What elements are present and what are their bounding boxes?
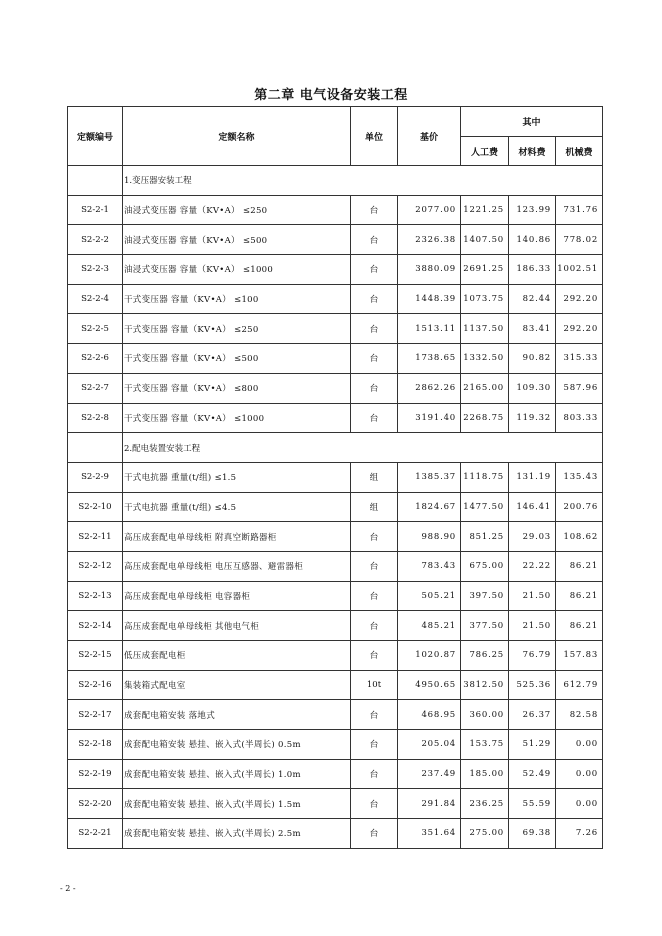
labor-cost: 1137.50 [461, 314, 509, 344]
table-row [68, 195, 603, 225]
table-row [68, 344, 603, 374]
quota-code: S2-2-13 [68, 581, 123, 611]
section-title: 2.配电装置安装工程 [123, 433, 603, 463]
table-row [68, 551, 603, 581]
quota-unit: 台 [351, 344, 398, 374]
table-row [68, 462, 603, 492]
quota-code: S2-2-10 [68, 492, 123, 522]
quota-unit: 10t [351, 670, 398, 700]
labor-cost: 1118.75 [461, 462, 509, 492]
quota-unit: 组 [351, 492, 398, 522]
labor-cost: 377.50 [461, 611, 509, 641]
table-row [68, 255, 603, 285]
base-price: 1020.87 [398, 641, 461, 671]
machine-cost: 587.96 [556, 373, 603, 403]
quota-name: 高压成套配电单母线柜 其他电气柜 [123, 611, 351, 641]
section-title: 1.变压器安装工程 [123, 166, 603, 196]
quota-code: S2-2-21 [68, 819, 123, 849]
quota-name: 成套配电箱安装 悬挂、嵌入式(半周长) 1.0m [123, 759, 351, 789]
page-title: 第二章 电气设备安装工程 [254, 88, 408, 103]
quota-name: 低压成套配电柜 [123, 641, 351, 671]
base-price: 2862.26 [398, 373, 461, 403]
material-cost: 55.59 [509, 789, 556, 819]
section-code-cell [68, 433, 123, 463]
quota-code: S2-2-18 [68, 730, 123, 760]
base-price: 988.90 [398, 522, 461, 552]
quota-unit: 台 [351, 522, 398, 552]
machine-cost: 135.43 [556, 462, 603, 492]
material-cost: 29.03 [509, 522, 556, 552]
machine-cost: 86.21 [556, 551, 603, 581]
quota-name: 干式变压器 容量（KV•A） ≤100 [123, 284, 351, 314]
machine-cost: 612.79 [556, 670, 603, 700]
machine-cost: 157.83 [556, 641, 603, 671]
quota-name: 干式变压器 容量（KV•A） ≤250 [123, 314, 351, 344]
quota-name: 高压成套配电单母线柜 电容器柜 [123, 581, 351, 611]
quota-unit: 台 [351, 551, 398, 581]
base-price: 485.21 [398, 611, 461, 641]
machine-cost: 0.00 [556, 759, 603, 789]
section-row [68, 166, 603, 196]
labor-cost: 397.50 [461, 581, 509, 611]
labor-cost: 236.25 [461, 789, 509, 819]
labor-cost: 185.00 [461, 759, 509, 789]
quota-unit: 台 [351, 700, 398, 730]
quota-name: 成套配电箱安装 悬挂、嵌入式(半周长) 2.5m [123, 819, 351, 849]
material-cost: 186.33 [509, 255, 556, 285]
base-price: 2077.00 [398, 195, 461, 225]
material-cost: 26.37 [509, 700, 556, 730]
quota-unit: 台 [351, 403, 398, 433]
material-cost: 131.19 [509, 462, 556, 492]
material-cost: 123.99 [509, 195, 556, 225]
machine-cost: 731.76 [556, 195, 603, 225]
table-row [68, 641, 603, 671]
material-cost: 52.49 [509, 759, 556, 789]
table-row [68, 284, 603, 314]
quota-unit: 台 [351, 284, 398, 314]
table-row [68, 225, 603, 255]
labor-cost: 1407.50 [461, 225, 509, 255]
quota-name: 成套配电箱安装 悬挂、嵌入式(半周长) 0.5m [123, 730, 351, 760]
table-row [68, 314, 603, 344]
quota-code: S2-2-9 [68, 462, 123, 492]
quota-name: 高压成套配电单母线柜 电压互感器、避雷器柜 [123, 551, 351, 581]
machine-cost: 7.26 [556, 819, 603, 849]
page-number: - 2 - [60, 884, 76, 893]
header-labor: 人工费 [461, 137, 509, 166]
base-price: 1448.39 [398, 284, 461, 314]
labor-cost: 786.25 [461, 641, 509, 671]
machine-cost: 0.00 [556, 730, 603, 760]
quota-unit: 组 [351, 462, 398, 492]
quota-unit: 台 [351, 314, 398, 344]
table-header-row [68, 107, 603, 137]
base-price: 291.84 [398, 789, 461, 819]
material-cost: 146.41 [509, 492, 556, 522]
material-cost: 22.22 [509, 551, 556, 581]
quota-code: S2-2-5 [68, 314, 123, 344]
machine-cost: 1002.51 [556, 255, 603, 285]
table-row [68, 670, 603, 700]
material-cost: 51.29 [509, 730, 556, 760]
section-row [68, 433, 603, 463]
machine-cost: 778.02 [556, 225, 603, 255]
quota-unit: 台 [351, 641, 398, 671]
labor-cost: 275.00 [461, 819, 509, 849]
base-price: 3880.09 [398, 255, 461, 285]
quota-code: S2-2-17 [68, 700, 123, 730]
base-price: 1385.37 [398, 462, 461, 492]
labor-cost: 1477.50 [461, 492, 509, 522]
base-price: 205.04 [398, 730, 461, 760]
machine-cost: 803.33 [556, 403, 603, 433]
machine-cost: 200.76 [556, 492, 603, 522]
labor-cost: 1073.75 [461, 284, 509, 314]
material-cost: 119.32 [509, 403, 556, 433]
quota-code: S2-2-6 [68, 344, 123, 374]
base-price: 1824.67 [398, 492, 461, 522]
table-row [68, 373, 603, 403]
quota-unit: 台 [351, 581, 398, 611]
header-group: 其中 [461, 107, 603, 137]
machine-cost: 0.00 [556, 789, 603, 819]
material-cost: 69.38 [509, 819, 556, 849]
base-price: 505.21 [398, 581, 461, 611]
quota-name: 成套配电箱安装 悬挂、嵌入式(半周长) 1.5m [123, 789, 351, 819]
machine-cost: 292.20 [556, 284, 603, 314]
quota-code: S2-2-19 [68, 759, 123, 789]
quota-name: 油浸式变压器 容量（KV•A） ≤500 [123, 225, 351, 255]
labor-cost: 3812.50 [461, 670, 509, 700]
material-cost: 140.86 [509, 225, 556, 255]
table-row [68, 819, 603, 849]
quota-code: S2-2-16 [68, 670, 123, 700]
table-row [68, 581, 603, 611]
material-cost: 76.79 [509, 641, 556, 671]
quota-name: 成套配电箱安装 落地式 [123, 700, 351, 730]
table-row [68, 730, 603, 760]
quota-unit: 台 [351, 255, 398, 285]
base-price: 3191.40 [398, 403, 461, 433]
machine-cost: 82.58 [556, 700, 603, 730]
quota-name: 干式变压器 容量（KV•A） ≤800 [123, 373, 351, 403]
quota-code: S2-2-8 [68, 403, 123, 433]
quota-name: 油浸式变压器 容量（KV•A） ≤250 [123, 195, 351, 225]
labor-cost: 360.00 [461, 700, 509, 730]
quota-code: S2-2-4 [68, 284, 123, 314]
header-machine: 机械费 [556, 137, 603, 166]
table-row [68, 759, 603, 789]
quota-unit: 台 [351, 730, 398, 760]
quota-code: S2-2-14 [68, 611, 123, 641]
table-row [68, 611, 603, 641]
machine-cost: 86.21 [556, 581, 603, 611]
quota-unit: 台 [351, 225, 398, 255]
table-row [68, 700, 603, 730]
labor-cost: 2165.00 [461, 373, 509, 403]
quota-code: S2-2-2 [68, 225, 123, 255]
table-row [68, 403, 603, 433]
quota-unit: 台 [351, 611, 398, 641]
table-row [68, 522, 603, 552]
material-cost: 21.50 [509, 611, 556, 641]
machine-cost: 292.20 [556, 314, 603, 344]
labor-cost: 675.00 [461, 551, 509, 581]
machine-cost: 108.62 [556, 522, 603, 552]
material-cost: 21.50 [509, 581, 556, 611]
base-price: 783.43 [398, 551, 461, 581]
labor-cost: 1221.25 [461, 195, 509, 225]
labor-cost: 2268.75 [461, 403, 509, 433]
quota-unit: 台 [351, 759, 398, 789]
base-price: 468.95 [398, 700, 461, 730]
quota-name: 油浸式变压器 容量（KV•A） ≤1000 [123, 255, 351, 285]
labor-cost: 153.75 [461, 730, 509, 760]
quota-code: S2-2-15 [68, 641, 123, 671]
quota-name: 干式电抗器 重量(t/组) ≤1.5 [123, 462, 351, 492]
quota-name: 干式电抗器 重量(t/组) ≤4.5 [123, 492, 351, 522]
labor-cost: 2691.25 [461, 255, 509, 285]
quota-unit: 台 [351, 373, 398, 403]
header-unit: 单位 [351, 107, 398, 166]
table-row [68, 789, 603, 819]
machine-cost: 86.21 [556, 611, 603, 641]
material-cost: 82.44 [509, 284, 556, 314]
machine-cost: 315.33 [556, 344, 603, 374]
base-price: 1738.65 [398, 344, 461, 374]
quota-code: S2-2-1 [68, 195, 123, 225]
base-price: 2326.38 [398, 225, 461, 255]
table-row [68, 492, 603, 522]
quota-code: S2-2-20 [68, 789, 123, 819]
base-price: 237.49 [398, 759, 461, 789]
quota-code: S2-2-3 [68, 255, 123, 285]
labor-cost: 851.25 [461, 522, 509, 552]
material-cost: 109.30 [509, 373, 556, 403]
header-name: 定额名称 [123, 107, 351, 166]
header-base-price: 基价 [398, 107, 461, 166]
table-body [68, 166, 603, 849]
quota-name: 高压成套配电单母线柜 附真空断路器柜 [123, 522, 351, 552]
material-cost: 83.41 [509, 314, 556, 344]
section-code-cell [68, 166, 123, 196]
quota-name: 集装箱式配电室 [123, 670, 351, 700]
base-price: 1513.11 [398, 314, 461, 344]
material-cost: 90.82 [509, 344, 556, 374]
header-material: 材料费 [509, 137, 556, 166]
quota-name: 干式变压器 容量（KV•A） ≤1000 [123, 403, 351, 433]
quota-code: S2-2-12 [68, 551, 123, 581]
header-code: 定额编号 [68, 107, 123, 166]
quota-code: S2-2-7 [68, 373, 123, 403]
quota-unit: 台 [351, 789, 398, 819]
quota-unit: 台 [351, 819, 398, 849]
base-price: 351.64 [398, 819, 461, 849]
base-price: 4950.65 [398, 670, 461, 700]
quota-code: S2-2-11 [68, 522, 123, 552]
material-cost: 525.36 [509, 670, 556, 700]
quota-table [67, 106, 603, 849]
labor-cost: 1332.50 [461, 344, 509, 374]
quota-name: 干式变压器 容量（KV•A） ≤500 [123, 344, 351, 374]
quota-unit: 台 [351, 195, 398, 225]
